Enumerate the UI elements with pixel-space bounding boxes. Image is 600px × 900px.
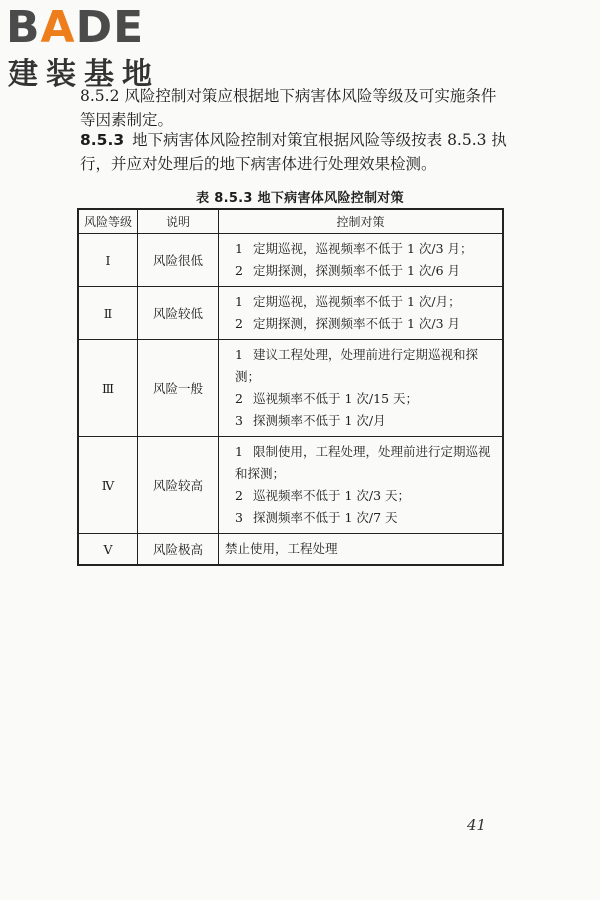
measure-item [235, 441, 496, 485]
measure-text: 探测频率不低于 1 次/7 天 [253, 510, 398, 525]
risk-level-cell: Ⅱ [78, 287, 138, 340]
measures-cell [219, 234, 504, 287]
measure-item [235, 238, 496, 260]
description-cell: 风险很低 [138, 234, 219, 287]
table-row [78, 437, 503, 534]
paragraph-8-5-3-text-1: 地下病害体风险控制对策宜根据风险等级按表 8.5.3 执 [132, 131, 507, 149]
measure-text: 探测频率不低于 1 次/月 [253, 413, 386, 428]
measure-text: 定期巡视，巡视频率不低于 1 次/月； [253, 294, 461, 309]
section-number: 8.5.3 [80, 131, 125, 149]
description-cell: 风险一般 [138, 340, 219, 437]
measure-item [235, 410, 496, 432]
header-description: 说明 [138, 209, 219, 234]
measure-number: 1 [235, 347, 243, 362]
measure-number: 2 [235, 316, 243, 331]
measure-number: 2 [235, 391, 243, 406]
measure-number: 1 [235, 444, 243, 459]
table-row [78, 534, 503, 566]
measure-item [225, 538, 496, 560]
measure-number: 2 [235, 263, 243, 278]
paragraph-8-5-3-line-2: 行，并应对处理后的地下病害体进行处理效果检测。 [80, 155, 437, 173]
measure-text: 定期探测，探测频率不低于 1 次/3 月 [253, 316, 461, 331]
risk-level-cell: Ⅰ [78, 234, 138, 287]
logo-chinese-text: 建装基地 [8, 57, 160, 92]
description-cell: 风险较高 [138, 437, 219, 534]
table-caption: 表 8.5.3 地下病害体风险控制对策 [196, 191, 404, 206]
measure-item [235, 388, 496, 410]
page-number: 41 [467, 816, 487, 834]
measures-cell [219, 534, 504, 566]
logo-wordmark: BADE [6, 2, 145, 53]
measure-item [235, 344, 496, 388]
measure-number: 3 [235, 413, 243, 428]
measures-cell [219, 437, 504, 534]
risk-level-cell: Ⅳ [78, 437, 138, 534]
measure-item [235, 485, 496, 507]
measure-item [235, 291, 496, 313]
description-cell: 风险极高 [138, 534, 219, 566]
measure-text: 建议工程处理，处理前进行定期巡视和探测； [235, 347, 479, 384]
risk-level-cell: Ⅲ [78, 340, 138, 437]
table-row [78, 287, 503, 340]
paragraph-8-5-2 [80, 84, 520, 132]
risk-level-cell: Ⅴ [78, 534, 138, 566]
measure-number: 1 [235, 241, 243, 256]
measure-item [235, 260, 496, 282]
measures-cell [219, 340, 504, 437]
measure-text: 限制使用，工程处理，处理前进行定期巡视和探测； [235, 444, 491, 481]
measure-item [235, 313, 496, 335]
paragraph-8-5-2-line-2: 等因素制定。 [80, 111, 174, 129]
measure-number: 2 [235, 488, 243, 503]
table-header-row [78, 209, 503, 234]
header-control-measures: 控制对策 [219, 209, 504, 234]
table-row [78, 234, 503, 287]
measure-text: 禁止使用，工程处理 [225, 541, 338, 556]
measure-item [235, 507, 496, 529]
description-cell: 风险较低 [138, 287, 219, 340]
measure-text: 定期巡视，巡视频率不低于 1 次/3 月； [253, 241, 473, 256]
paragraph-8-5-3-line-1 [80, 128, 520, 152]
measure-text: 巡视频率不低于 1 次/3 天； [253, 488, 411, 503]
measure-number: 3 [235, 510, 243, 525]
measures-cell [219, 287, 504, 340]
measure-text: 定期探测，探测频率不低于 1 次/6 月 [253, 263, 461, 278]
measure-number: 1 [235, 294, 243, 309]
risk-control-table [77, 208, 504, 566]
table-row [78, 340, 503, 437]
measure-text: 巡视频率不低于 1 次/15 天； [253, 391, 418, 406]
header-risk-level: 风险等级 [78, 209, 138, 234]
paragraph-8-5-3 [80, 128, 520, 176]
paragraph-8-5-2-line-1: 8.5.2 风险控制对策应根据地下病害体风险等级及可实施条件 [80, 87, 497, 105]
